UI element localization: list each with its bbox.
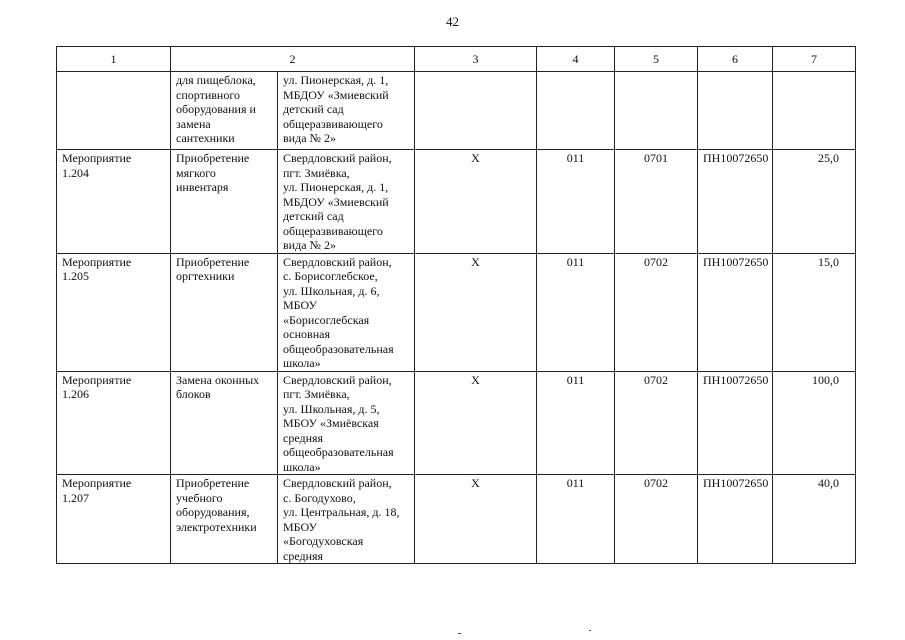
col6-cell: ПН10072650 (698, 150, 773, 254)
column-header-7: 7 (773, 47, 856, 72)
col4-cell (537, 72, 615, 150)
col5-cell: 0702 (615, 475, 698, 564)
col4-cell: 011 (537, 475, 615, 564)
col4-cell: 011 (537, 371, 615, 475)
col4-cell: 011 (537, 253, 615, 371)
col3-cell: Х (415, 371, 537, 475)
event-cell: Мероприятие 1.204 (57, 150, 171, 254)
col6-cell: ПН10072650 (698, 371, 773, 475)
column-header-3: 3 (415, 47, 537, 72)
table-row (57, 72, 856, 150)
address-cell: Свердловский район, пгт. Змиёвка, ул. Пионерская, д. 1, МБДОУ «Змиевский детский сад общеразвивающего вида № 2» (278, 150, 415, 254)
col4-cell: 011 (537, 150, 615, 254)
budget-table (56, 46, 856, 564)
event-cell: Мероприятие 1.206 (57, 371, 171, 475)
col3-cell: Х (415, 253, 537, 371)
amount-cell: 15,0 (773, 253, 856, 371)
column-header-4: 4 (537, 47, 615, 72)
table-row (57, 475, 856, 564)
column-header-2: 2 (171, 47, 415, 72)
name-cell: Замена оконных блоков (171, 371, 278, 475)
table-row (57, 150, 856, 254)
col6-cell (698, 72, 773, 150)
address-cell: Свердловский район, с. Борисоглебское, ул. Школьная, д. 6, МБОУ «Борисоглебская основная общеобразовательная школа» (278, 253, 415, 371)
col6-cell: ПН10072650 (698, 475, 773, 564)
address-cell: Свердловский район, пгт. Змиёвка, ул. Школьная, д. 5, МБОУ «Змиёвская средняя общеобразовательная школа» (278, 371, 415, 475)
page-bottom-margin (56, 565, 855, 640)
amount-cell (773, 72, 856, 150)
name-cell: Приобретение оргтехники (171, 253, 278, 371)
amount-cell: 25,0 (773, 150, 856, 254)
table-row (57, 253, 856, 371)
col5-cell: 0701 (615, 150, 698, 254)
name-cell: для пищеблока, спортивного оборудования и замена сантехники (171, 72, 278, 150)
column-header-1: 1 (57, 47, 171, 72)
event-cell: Мероприятие 1.207 (57, 475, 171, 564)
address-cell: Свердловский район, с. Богодухово, ул. Центральная, д. 18, МБОУ «Богодуховская средняя (278, 475, 415, 564)
amount-cell: 40,0 (773, 475, 856, 564)
scan-speck (458, 633, 461, 634)
column-header-5: 5 (615, 47, 698, 72)
address-cell: ул. Пионерская, д. 1, МБДОУ «Змиевский детский сад общеразвивающего вида № 2» (278, 72, 415, 150)
name-cell: Приобретение мягкого инвентаря (171, 150, 278, 254)
scan-speck (589, 630, 591, 631)
column-header-6: 6 (698, 47, 773, 72)
col5-cell (615, 72, 698, 150)
col3-cell: Х (415, 475, 537, 564)
col3-cell: Х (415, 150, 537, 254)
event-cell: Мероприятие 1.205 (57, 253, 171, 371)
col6-cell: ПН10072650 (698, 253, 773, 371)
col3-cell (415, 72, 537, 150)
col5-cell: 0702 (615, 371, 698, 475)
col5-cell: 0702 (615, 253, 698, 371)
name-cell: Приобретение учебного оборудования, электротехники (171, 475, 278, 564)
table-row (57, 371, 856, 475)
amount-cell: 100,0 (773, 371, 856, 475)
page-number: 42 (446, 14, 459, 29)
column-number-row (57, 47, 856, 72)
event-cell (57, 72, 171, 150)
